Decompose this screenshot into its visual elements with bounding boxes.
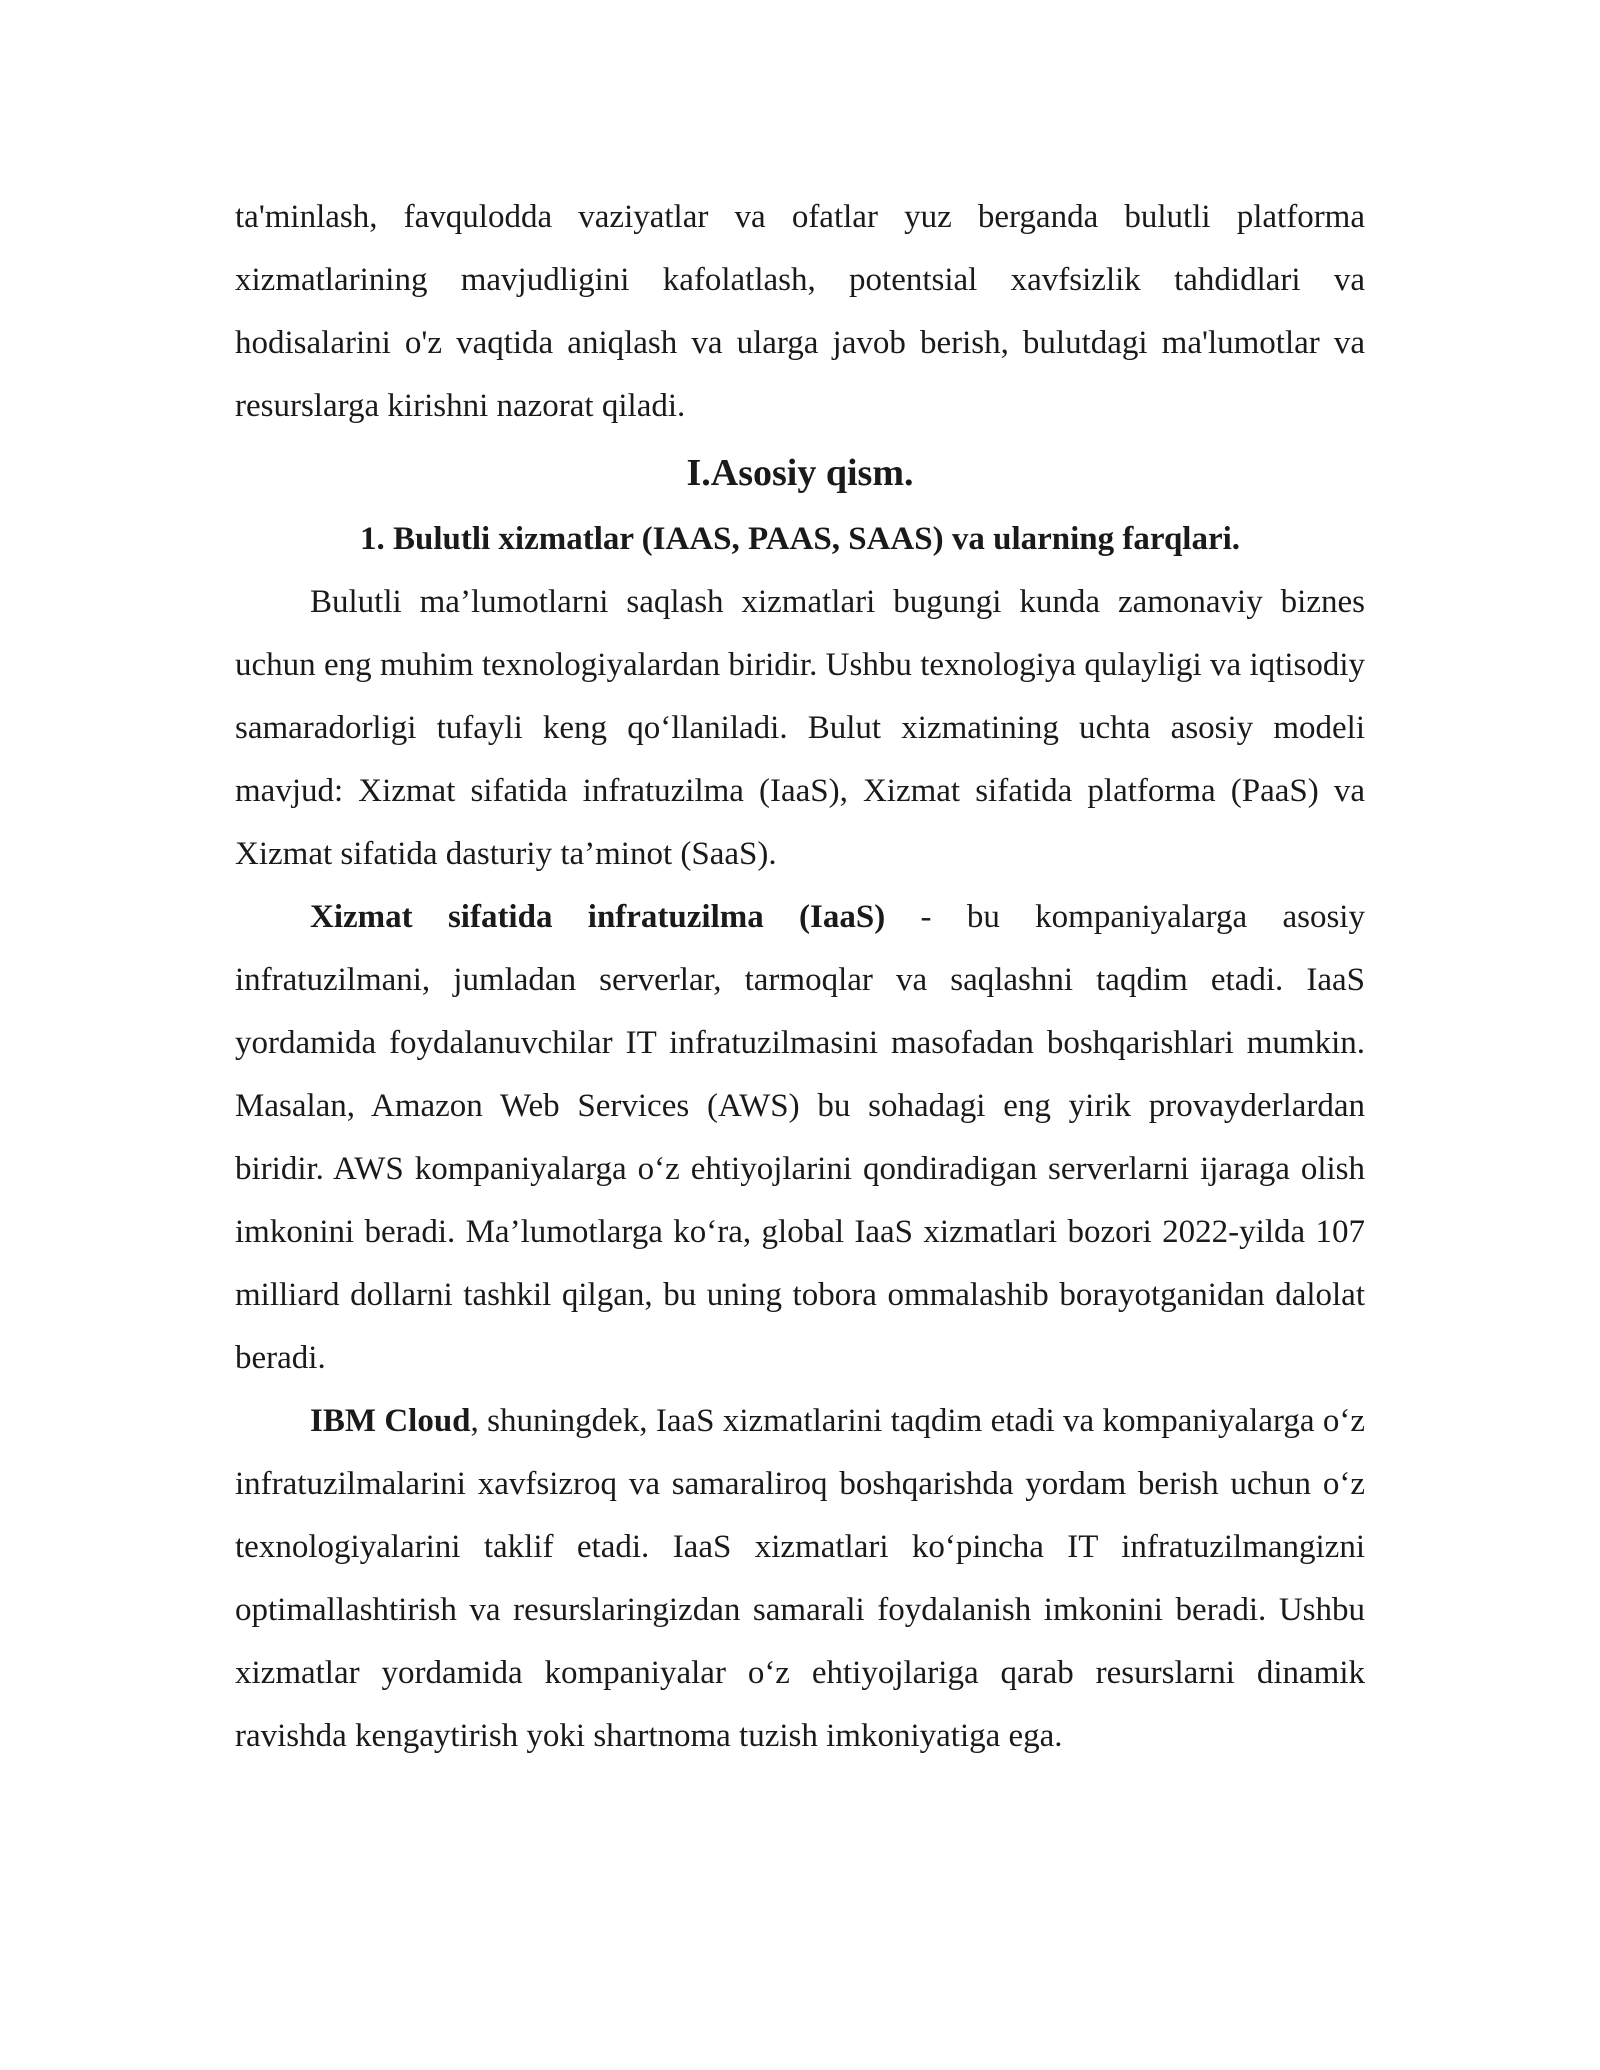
iaas-text: - bu kompaniyalarga asosiy infratuzilmani, jumladan serverlar, tarmoqlar va saqlashni taqdim etadi. IaaS yordamida foydalanuvchilar IT infratuzilmasini masofadan boshqarishlari mumkin. Masalan, Amazon Web Services (AWS) bu sohadagi eng yirik provayderlardan biridir. AWS kompaniyalarga o‘z ehtiyojlarini qondiradigan serverlarni ijaraga olish imkonini beradi. Ma’lumotlarga ko‘ra, global IaaS xizmatlari bozori 2022-yilda 107 milliard dollarni tashkil qilgan, bu uning tobora ommalashib borayotganidan dalolat beradi. (235, 899, 1365, 1376)
paragraph-models: Bulutli ma’lumotlarni saqlash xizmatlari bugungi kunda zamonaviy biznes uchun eng muhim texnologiyalardan biridir. Ushbu texnologiya qulayligi va iqtisodiy samaradorligi tufayli keng qo‘llaniladi. Bulut xizmatining uchta asosiy modeli mavjud: Xizmat sifatida infratuzilma (IaaS), Xizmat sifatida platforma (PaaS) va Xizmat sifatida dasturiy ta’minot (SaaS). (235, 584, 1365, 872)
ibm-text: , shuningdek, IaaS xizmatlarini taqdim etadi va kompaniyalarga o‘z infratuzilmalarini xavfsizroq va samaraliroq boshqarishda yordam berish uchun o‘z texnologiyalarini taklif etadi. IaaS xizmatlari ko‘pincha IT infratuzilmangizni optimallashtirish va resurslaringizdan samarali foydalanish imkonini beradi. Ushbu xizmatlar yordamida kompaniyalar o‘z ehtiyojlariga qarab resurslarni dinamik ravishda kengaytirish yoki shartnoma tuzish imkoniyatiga ega. (235, 1403, 1365, 1754)
iaas-term: Xizmat sifatida infratuzilma (IaaS) (310, 899, 886, 935)
paragraph-ibm (235, 1390, 1365, 1768)
section-title: I.Asosiy qism. (686, 452, 914, 494)
paragraph-intro: ta'minlash, favqulodda vaziyatlar va ofatlar yuz berganda bulutli platforma xizmatlarining mavjudligini kafolatlash, potentsial xavfsizlik tahdidlari va hodisalarini o'z vaqtida aniqlash va ularga javob berish, bulutdagi ma'lumotlar va resurslarga kirishni nazorat qiladi. (235, 199, 1365, 424)
ibm-term: IBM Cloud (310, 1403, 471, 1439)
paragraph-iaas (235, 886, 1365, 1390)
document-page (235, 186, 1365, 1768)
subsection-title: 1. Bulutli xizmatlar (IAAS, PAAS, SAAS) va ularning farqlari. (359, 521, 1241, 557)
